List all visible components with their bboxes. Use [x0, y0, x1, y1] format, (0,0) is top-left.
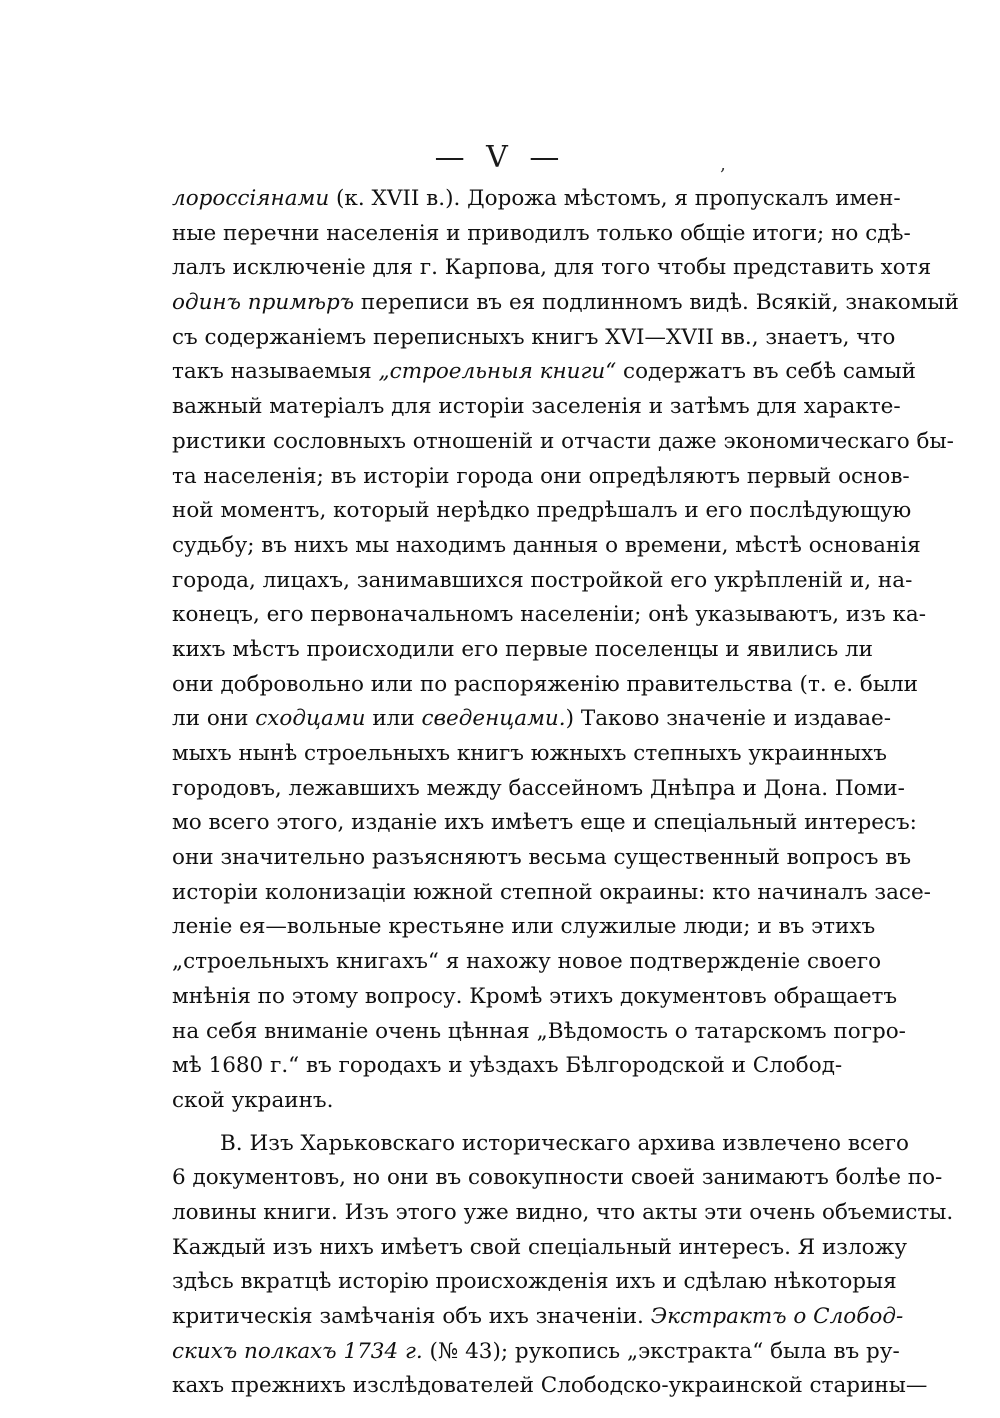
text-line — [172, 633, 874, 668]
paragraph — [172, 1127, 954, 1405]
italic-text: скихъ полкахъ 1734 г. — [172, 1338, 423, 1364]
paragraph — [172, 182, 959, 1119]
italic-text: сходцами — [255, 706, 366, 732]
text-run: городовъ, лежавшихъ между бассейномъ Днѣпра и Дона. Поми- — [172, 775, 905, 801]
text-line — [172, 529, 921, 564]
italic-text: одинъ примѣръ — [172, 290, 355, 316]
text-run: они значительно разъясняютъ весьма существенный вопросъ въ — [172, 845, 912, 871]
text-line — [172, 286, 959, 321]
text-line — [172, 1084, 824, 1119]
text-line — [172, 806, 917, 841]
body-text — [172, 182, 959, 1404]
text-line — [172, 1369, 928, 1404]
text-line — [172, 217, 911, 252]
text-run: леніе ея—вольные крестьяне или служилые люди; и въ этихъ — [172, 914, 876, 940]
text-line — [172, 390, 901, 425]
paragraph-gap — [172, 1119, 824, 1127]
text-line — [172, 876, 931, 911]
text-run: та населенія; въ исторіи города они опредѣляютъ первый основ- — [172, 463, 910, 489]
text-run: ской украинъ. — [172, 1087, 334, 1113]
text-run: мо всего этого, изданіе ихъ имѣетъ еще и спеціальный интересъ: — [172, 810, 917, 836]
text-line — [172, 910, 876, 945]
text-run: важный матеріалъ для исторіи заселенія и затѣмъ для характе- — [172, 394, 901, 420]
text-line — [172, 841, 912, 876]
text-run: такъ называемыя — [172, 359, 379, 385]
text-run: Каждый изъ нихъ имѣетъ свой спеціальный интересъ. Я изложу — [172, 1234, 908, 1260]
text-run: мнѣнія по этому вопросу. Кромѣ этихъ документовъ обращаетъ — [172, 983, 898, 1009]
text-run: кихъ мѣстъ происходили его первые поселенцы и явились ли — [172, 636, 874, 662]
text-line — [172, 355, 916, 390]
text-run: „строельныхъ книгахъ“ я нахожу новое подтвержденіе своего — [172, 949, 882, 975]
text-run: ной моментъ, который нерѣдко предрѣшалъ и его послѣдующую — [172, 498, 912, 524]
text-line — [172, 945, 882, 980]
text-run: (к. XVII в.). Дорожа мѣстомъ, я пропускалъ имен- — [329, 186, 901, 211]
text-line — [172, 598, 926, 633]
text-line — [172, 737, 887, 772]
italic-text: „строельныя книги“ — [378, 359, 617, 385]
text-line — [172, 564, 913, 599]
italic-text: лороссіянами — [172, 186, 330, 211]
text-line — [172, 1161, 943, 1196]
text-run: на себя вниманіе очень цѣнная „Вѣдомость о татарскомъ погро- — [172, 1018, 906, 1044]
text-line — [172, 1015, 906, 1050]
text-run: ли они — [172, 706, 256, 732]
text-run: съ содержаніемъ переписныхъ книгъ XVI—XVII вв., знаетъ, что — [172, 324, 896, 350]
text-line — [172, 182, 901, 217]
text-line — [172, 702, 892, 737]
text-run: здѣсь вкратцѣ исторію происхожденія ихъ и сдѣлаю нѣкоторыя — [172, 1269, 897, 1295]
print-speck: ‚ — [720, 154, 726, 175]
text-run: ристики сословныхъ отношеній и отчасти даже экономическаго бы- — [172, 428, 954, 454]
text-run: В. Изъ Харьковскаго историческаго архива извлечено всего — [220, 1130, 909, 1156]
text-run: города, лицахъ, занимавшихся постройкой его укрѣпленій и, на- — [172, 567, 913, 593]
text-line — [172, 1231, 908, 1266]
italic-text: Экстрактъ о Слобод- — [650, 1304, 904, 1329]
text-run: кахъ прежнихъ изслѣдователей Слободско-украинской старины— — [172, 1373, 928, 1399]
text-run: (№ 43); рукопись „экстракта“ была въ ру- — [422, 1338, 900, 1364]
text-line — [172, 980, 898, 1015]
text-run: содержатъ въ себѣ самый — [616, 359, 916, 385]
text-line — [172, 321, 896, 356]
text-line — [172, 1127, 909, 1162]
text-line — [172, 1300, 904, 1335]
text-line — [172, 1049, 843, 1084]
text-run: мѣ 1680 г.“ въ городахъ и уѣздахъ Бѣлгородской и Слобод- — [172, 1053, 843, 1079]
page-number: — V — — [434, 140, 566, 175]
text-line — [172, 1335, 900, 1370]
text-run: конецъ, его первоначальномъ населеніи; онѣ указываютъ, изъ ка- — [172, 602, 926, 628]
text-run: ловины книги. Изъ этого уже видно, что акты эти очень объемисты. — [172, 1199, 954, 1225]
text-run: мыхъ нынѣ строельныхъ книгъ южныхъ степныхъ украинныхъ — [172, 741, 887, 766]
text-run: они добровольно или по распоряженію правительства (т. е. были — [172, 671, 918, 697]
text-run: ) Таково значеніе и издавае- — [565, 706, 892, 732]
text-line — [172, 772, 905, 807]
text-line — [172, 460, 910, 495]
text-run: лалъ исключеніе для г. Карпова, для того чтобы представить хотя — [172, 255, 932, 281]
text-run: переписи въ ея подлинномъ видѣ. Всякій, знакомый — [354, 290, 959, 316]
text-line — [172, 425, 954, 460]
text-line — [172, 1196, 954, 1231]
text-run: критическія замѣчанія объ ихъ значеніи. — [172, 1304, 651, 1329]
italic-text: сведенцами. — [421, 706, 566, 732]
text-line — [172, 1265, 897, 1300]
text-run: судьбу; въ нихъ мы находимъ данныя о времени, мѣстѣ основанія — [172, 532, 921, 558]
text-line — [172, 668, 918, 703]
text-run: исторіи колонизаціи южной степной окраины: кто начиналъ засе- — [172, 879, 931, 905]
text-run: ные перечни населенія и приводилъ только общіе итоги; но сдѣ- — [172, 220, 911, 246]
text-line — [172, 251, 932, 286]
text-line — [172, 494, 912, 529]
text-run: или — [365, 706, 422, 732]
text-run: 6 документовъ, но они въ совокупности своей занимаютъ болѣе по- — [172, 1165, 943, 1191]
